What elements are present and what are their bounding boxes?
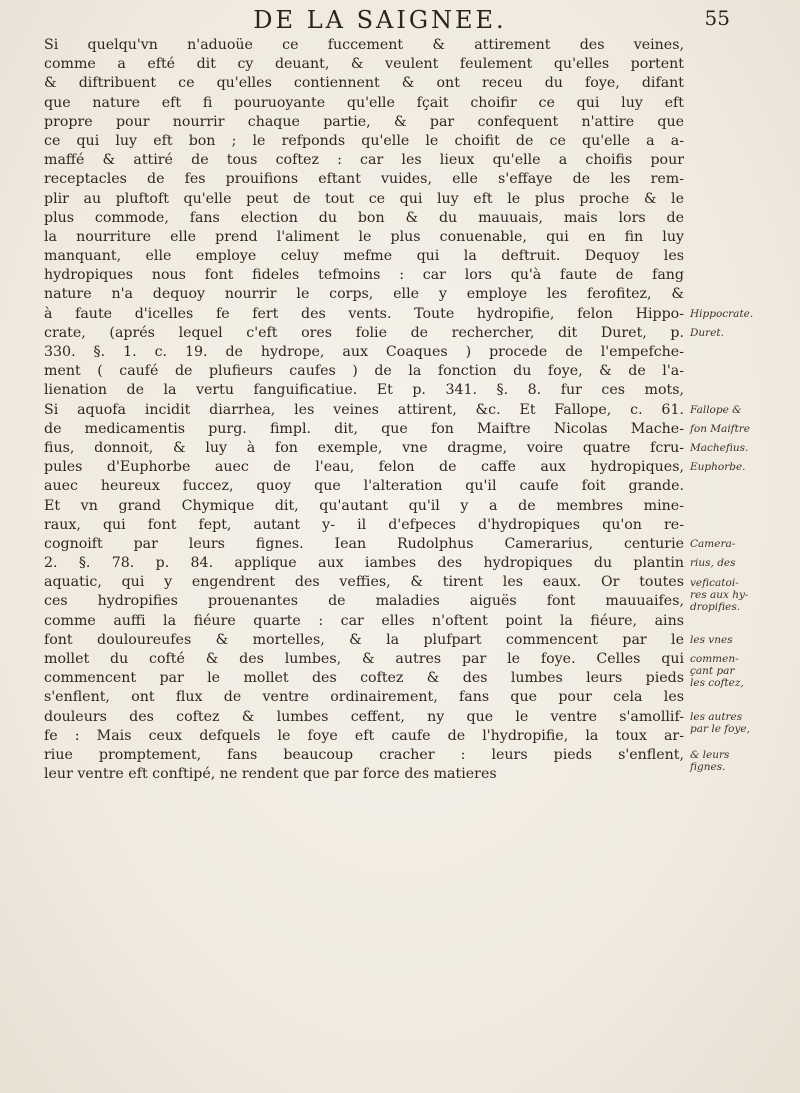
- text-line: douleurs des coftez & lumbes ceffent, ny que le ventre s'amollif-: [44, 708, 684, 725]
- margin-note: les autres par le foye,: [690, 711, 750, 735]
- body-text: [44, 36, 684, 784]
- text-line: 2. §. 78. p. 84. applique aux iambes des hydropiques du plantin: [44, 555, 684, 572]
- margin-note: Machefius.: [690, 442, 749, 455]
- text-line: s'enflent, ont flux de ventre ordinairement, fans que pour cela les: [44, 689, 684, 706]
- text-line: ment ( caufé de plufieurs caufes ) de la fonction du foye, & de l'a-: [44, 363, 684, 380]
- text-line: maffé & attiré de tous coftez : car les lieux qu'elle a choifis pour: [44, 152, 684, 169]
- text-line: pules d'Euphorbe auec de l'eau, felon de caffe aux hydropiques,: [44, 459, 684, 476]
- text-line: plir au pluftoft qu'elle peut de tout ce qui luy eft le plus proche & le: [44, 190, 684, 207]
- text-line: Si aquofa incidit diarrhea, les veines attirent, &c. Et Fallope, c. 61.: [44, 401, 684, 418]
- text-line: cognoift par leurs fignes. Iean Rudolphus Camerarius, centurie: [44, 535, 684, 552]
- text-line: Et vn grand Chymique dit, qu'autant qu'il y a de membres mine-: [44, 497, 684, 514]
- text-line: de medicamentis purg. fimpl. dit, que fon Maiftre Nicolas Mache-: [44, 420, 684, 437]
- text-line: lienation de la vertu fanguificatiue. Et p. 341. §. 8. fur ces mots,: [44, 382, 684, 399]
- text-line: leur ventre eft conftipé, ne rendent que par force des matieres: [44, 766, 497, 783]
- margin-note: les vnes: [690, 634, 733, 647]
- text-line: comme a efté dit cy deuant, & veulent feulement qu'elles portent: [44, 56, 684, 73]
- text-line: nature n'a dequoy nourrir le corps, elle y employe les ferofitez, &: [44, 286, 684, 303]
- text-line: comme auffi la fiéure quarte : car elles n'oftent point la fiéure, ains: [44, 612, 684, 629]
- margin-note: & leurs fignes.: [690, 749, 730, 774]
- text-line: receptacles de fes prouifions eftant vuides, elle s'effaye de les rem-: [44, 171, 684, 188]
- running-title: DE LA SAIGNEE.: [253, 6, 507, 34]
- text-line: 330. §. 1. c. 19. de hydrope, aux Coaques ) procede de l'empefche-: [44, 344, 684, 360]
- text-line: aquatic, qui y engendrent des veffies, & tirent les eaux. Or toutes: [44, 574, 684, 591]
- text-line: crate, (aprés lequel c'eft ores folie de rechercher, dit Duret, p.: [44, 324, 684, 341]
- text-line: commencent par le mollet des coftez & des lumbes leurs pieds: [44, 670, 684, 687]
- page-header: [50, 6, 740, 34]
- text-line: auec heureux fuccez, quoy que l'alteration qu'il caufe foit grande.: [44, 478, 684, 495]
- text-line: & diftribuent ce qu'elles contiennent & ont receu du foye, difant: [44, 75, 684, 92]
- margin-note: fon Maiftre: [690, 423, 751, 435]
- text-line: propre pour nourrir chaque partie, & par confequent n'attire que: [44, 113, 684, 130]
- page-number: 55: [704, 6, 730, 30]
- text-line: la nourriture elle prend l'aliment le plus conuenable, qui en fin luy: [44, 228, 684, 245]
- text-line: hydropiques nous font fideles tefmoins : car lors qu'à faute de fang: [44, 267, 684, 284]
- text-line: que nature eft fi pouruoyante qu'elle fçait choifir ce qui luy eft: [44, 94, 684, 111]
- text-line: raux, qui font fept, autant y- il d'efpeces d'hydropiques qu'on re-: [44, 516, 684, 533]
- text-line: mollet du cofté & des lumbes, & autres par le foye. Celles qui: [44, 651, 684, 667]
- text-line: fe : Mais ceux defquels le foye eft caufe de l'hydropifie, la toux ar-: [44, 727, 684, 744]
- text-line: Si quelqu'vn n'aduoüe ce fuccement & attirement des veines,: [44, 37, 684, 53]
- text-line: riue promptement, fans beaucoup cracher : leurs pieds s'enflent,: [44, 746, 684, 763]
- text-line: à faute d'icelles fe fert des vents. Toute hydropifie, felon Hippo-: [44, 305, 684, 322]
- margin-note: Duret.: [690, 327, 724, 339]
- margin-note: Camera-: [690, 538, 736, 551]
- text-line: fius, donnoit, & luy à fon exemple, vne dragme, voire quatre fcru-: [44, 439, 684, 456]
- margin-note: Euphorbe.: [690, 461, 746, 474]
- text-line: ces hydropifies prouenantes de maladies aiguës font mauuaifes,: [44, 593, 684, 610]
- margin-note: Fallope &: [690, 403, 742, 416]
- margin-note: commen- çant par les coftez,: [690, 653, 744, 690]
- margin-note: rius, des: [690, 557, 736, 570]
- text-line: font douloureufes & mortelles, & la plufpart commencent par le: [44, 631, 684, 648]
- margin-note: Hippocrate.: [690, 307, 754, 320]
- margin-note: veficatoi- res aux hy- dropifies.: [690, 576, 749, 613]
- text-line: manquant, elle employe celuy mefme qui la deftruit. Dequoy les: [44, 248, 684, 265]
- text-line: plus commode, fans election du bon & du mauuais, mais lors de: [44, 209, 684, 226]
- text-line: ce qui luy eft bon ; le refponds qu'elle le choifit de ce qu'elle a a-: [44, 132, 684, 149]
